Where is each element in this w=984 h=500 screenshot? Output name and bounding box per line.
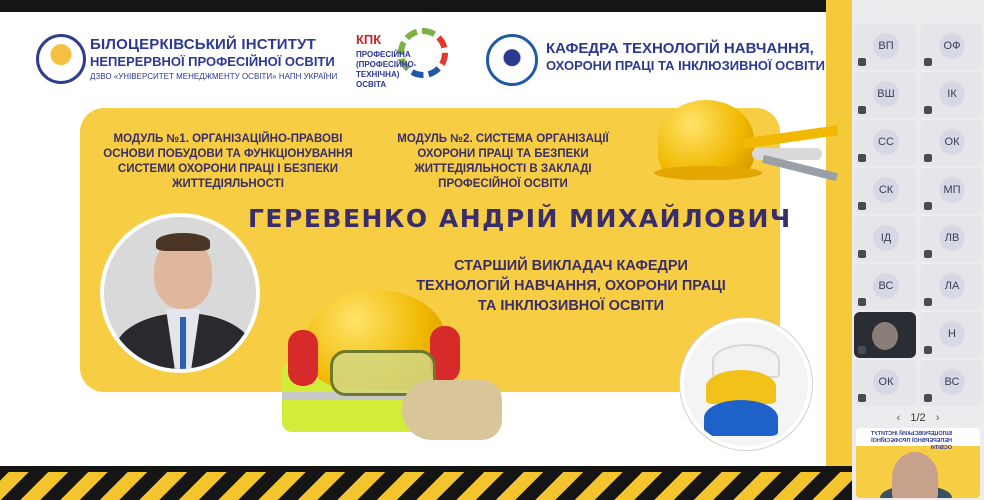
muted-mic-icon — [858, 394, 866, 402]
muted-mic-icon — [858, 346, 866, 354]
tools-illustration — [742, 126, 842, 186]
institute-emblem-icon — [36, 34, 86, 84]
module-1-title: МОДУЛЬ №1. ОРГАНІЗАЦІЙНО-ПРАВОВІ ОСНОВИ ПОБУДОВИ ТА ФУНКЦІОНУВАННЯ СИСТЕМИ ОХОРОНИ ПРАЦІ І БЕЗПЕКИ ЖИТТЕДІЯЛЬНОСТІ — [103, 133, 353, 190]
participant-tile[interactable] — [920, 312, 982, 358]
participant-avatar: СК — [873, 177, 899, 203]
muted-mic-icon — [924, 250, 932, 258]
participant-tile[interactable] — [854, 216, 916, 262]
participant-avatar: Н — [939, 321, 965, 347]
top-bar — [0, 0, 852, 12]
participants-pager — [852, 410, 984, 426]
institute-name-line1: БІЛОЦЕРКІВСЬКИЙ ІНСТИТУТ — [90, 36, 317, 53]
participant-avatar: ОК — [873, 369, 899, 395]
speaker-name: ГЕРЕВЕНКО АНДРІЙ МИХАЙЛОВИЧ — [248, 204, 792, 233]
participant-tile[interactable] — [854, 24, 916, 70]
kpk-logo — [356, 24, 456, 96]
muted-mic-icon — [858, 202, 866, 210]
participant-avatar: ВШ — [873, 81, 899, 107]
prev-page-button[interactable]: ‹ — [896, 412, 901, 424]
institute-affiliation: ДЗВО «УНІВЕРСИТЕТ МЕНЕДЖМЕНТУ ОСВІТИ» НАПН УКРАЇНИ — [90, 72, 338, 81]
participant-avatar: ВС — [939, 369, 965, 395]
page-indicator: 1/2 — [910, 412, 926, 424]
muted-mic-icon — [858, 298, 866, 306]
muted-mic-icon — [858, 250, 866, 258]
muted-mic-icon — [924, 58, 932, 66]
self-video-preview[interactable] — [856, 428, 980, 498]
participant-avatar: МП — [939, 177, 965, 203]
participant-avatar: СС — [873, 129, 899, 155]
muted-mic-icon — [924, 394, 932, 402]
institute-logo — [36, 34, 338, 86]
speaker-photo — [100, 213, 260, 373]
department-name-line2: ОХОРОНИ ПРАЦІ ТА ІНКЛЮЗИВНОЇ ОСВІТИ — [546, 58, 825, 73]
participant-tile[interactable] — [854, 312, 916, 358]
muted-mic-icon — [858, 154, 866, 162]
module-2-title: МОДУЛЬ №2. СИСТЕМА ОРГАНІЗАЦІЇ ОХОРОНИ ПРАЦІ ТА БЕЗПЕКИ ЖИТТЕДІЯЛЬНОСТІ В ЗАКЛАДІ ПРОФЕСІЙНОЇ ОСВІТИ — [397, 133, 609, 190]
muted-mic-icon — [924, 298, 932, 306]
side-accent-stripe — [826, 0, 852, 470]
participant-avatar: ОФ — [939, 33, 965, 59]
stacked-helmets-photo — [680, 318, 812, 450]
participant-tile[interactable] — [854, 72, 916, 118]
muted-mic-icon — [924, 346, 932, 354]
participant-tile[interactable] — [920, 264, 982, 310]
muted-mic-icon — [858, 58, 866, 66]
participant-tile[interactable] — [920, 24, 982, 70]
presenter-video — [892, 452, 938, 498]
muted-mic-icon — [924, 106, 932, 114]
participant-avatar: ЛВ — [939, 225, 965, 251]
hazard-stripe-border — [0, 472, 852, 500]
participant-tile[interactable] — [920, 168, 982, 214]
participant-tile[interactable] — [920, 72, 982, 118]
participant-tile[interactable] — [920, 360, 982, 406]
participant-avatar: ВП — [873, 33, 899, 59]
participant-tile[interactable] — [920, 216, 982, 262]
participant-tile[interactable] — [854, 360, 916, 406]
participant-avatar: ВС — [873, 273, 899, 299]
kpk-abbr: КПК — [356, 32, 382, 47]
participant-video — [872, 322, 898, 350]
safety-gear-illustration — [282, 282, 512, 452]
muted-mic-icon — [858, 106, 866, 114]
department-name-line1: КАФЕДРА ТЕХНОЛОГІЙ НАВЧАННЯ, — [546, 40, 814, 57]
participant-avatar: ІК — [939, 81, 965, 107]
institute-name-line2: НЕПЕРЕРВНОЇ ПРОФЕСІЙНОЇ ОСВІТИ — [90, 54, 335, 69]
participant-avatar: ЛА — [939, 273, 965, 299]
muted-mic-icon — [924, 202, 932, 210]
participant-tile[interactable] — [854, 168, 916, 214]
participant-tile[interactable] — [854, 264, 916, 310]
department-logo — [486, 34, 825, 84]
mirrored-slide-text: БІЛОЦЕРКІВСЬКИЙ ІНСТИТУТ НЕПЕРЕРВНОЇ ПРОФЕСІЙНОЇ ОСВІТИ — [870, 431, 952, 451]
speaker-position: СТАРШИЙ ВИКЛАДАЧ КАФЕДРИ ТЕХНОЛОГІЙ НАВЧАННЯ, ОХОРОНИ ПРАЦІ ТА ІНКЛЮЗИВНОЇ ОСВІТИ — [416, 258, 726, 314]
participant-avatar: ІД — [873, 225, 899, 251]
participant-avatar: ОК — [939, 129, 965, 155]
next-page-button[interactable]: › — [935, 412, 940, 424]
participant-tile[interactable] — [920, 120, 982, 166]
kpk-text: ПРОФЕСІЙНА (ПРОФЕСІЙНО-ТЕХНІЧНА) ОСВІТА — [356, 50, 417, 89]
department-emblem-icon — [486, 34, 538, 86]
participant-tile[interactable] — [854, 120, 916, 166]
muted-mic-icon — [924, 154, 932, 162]
